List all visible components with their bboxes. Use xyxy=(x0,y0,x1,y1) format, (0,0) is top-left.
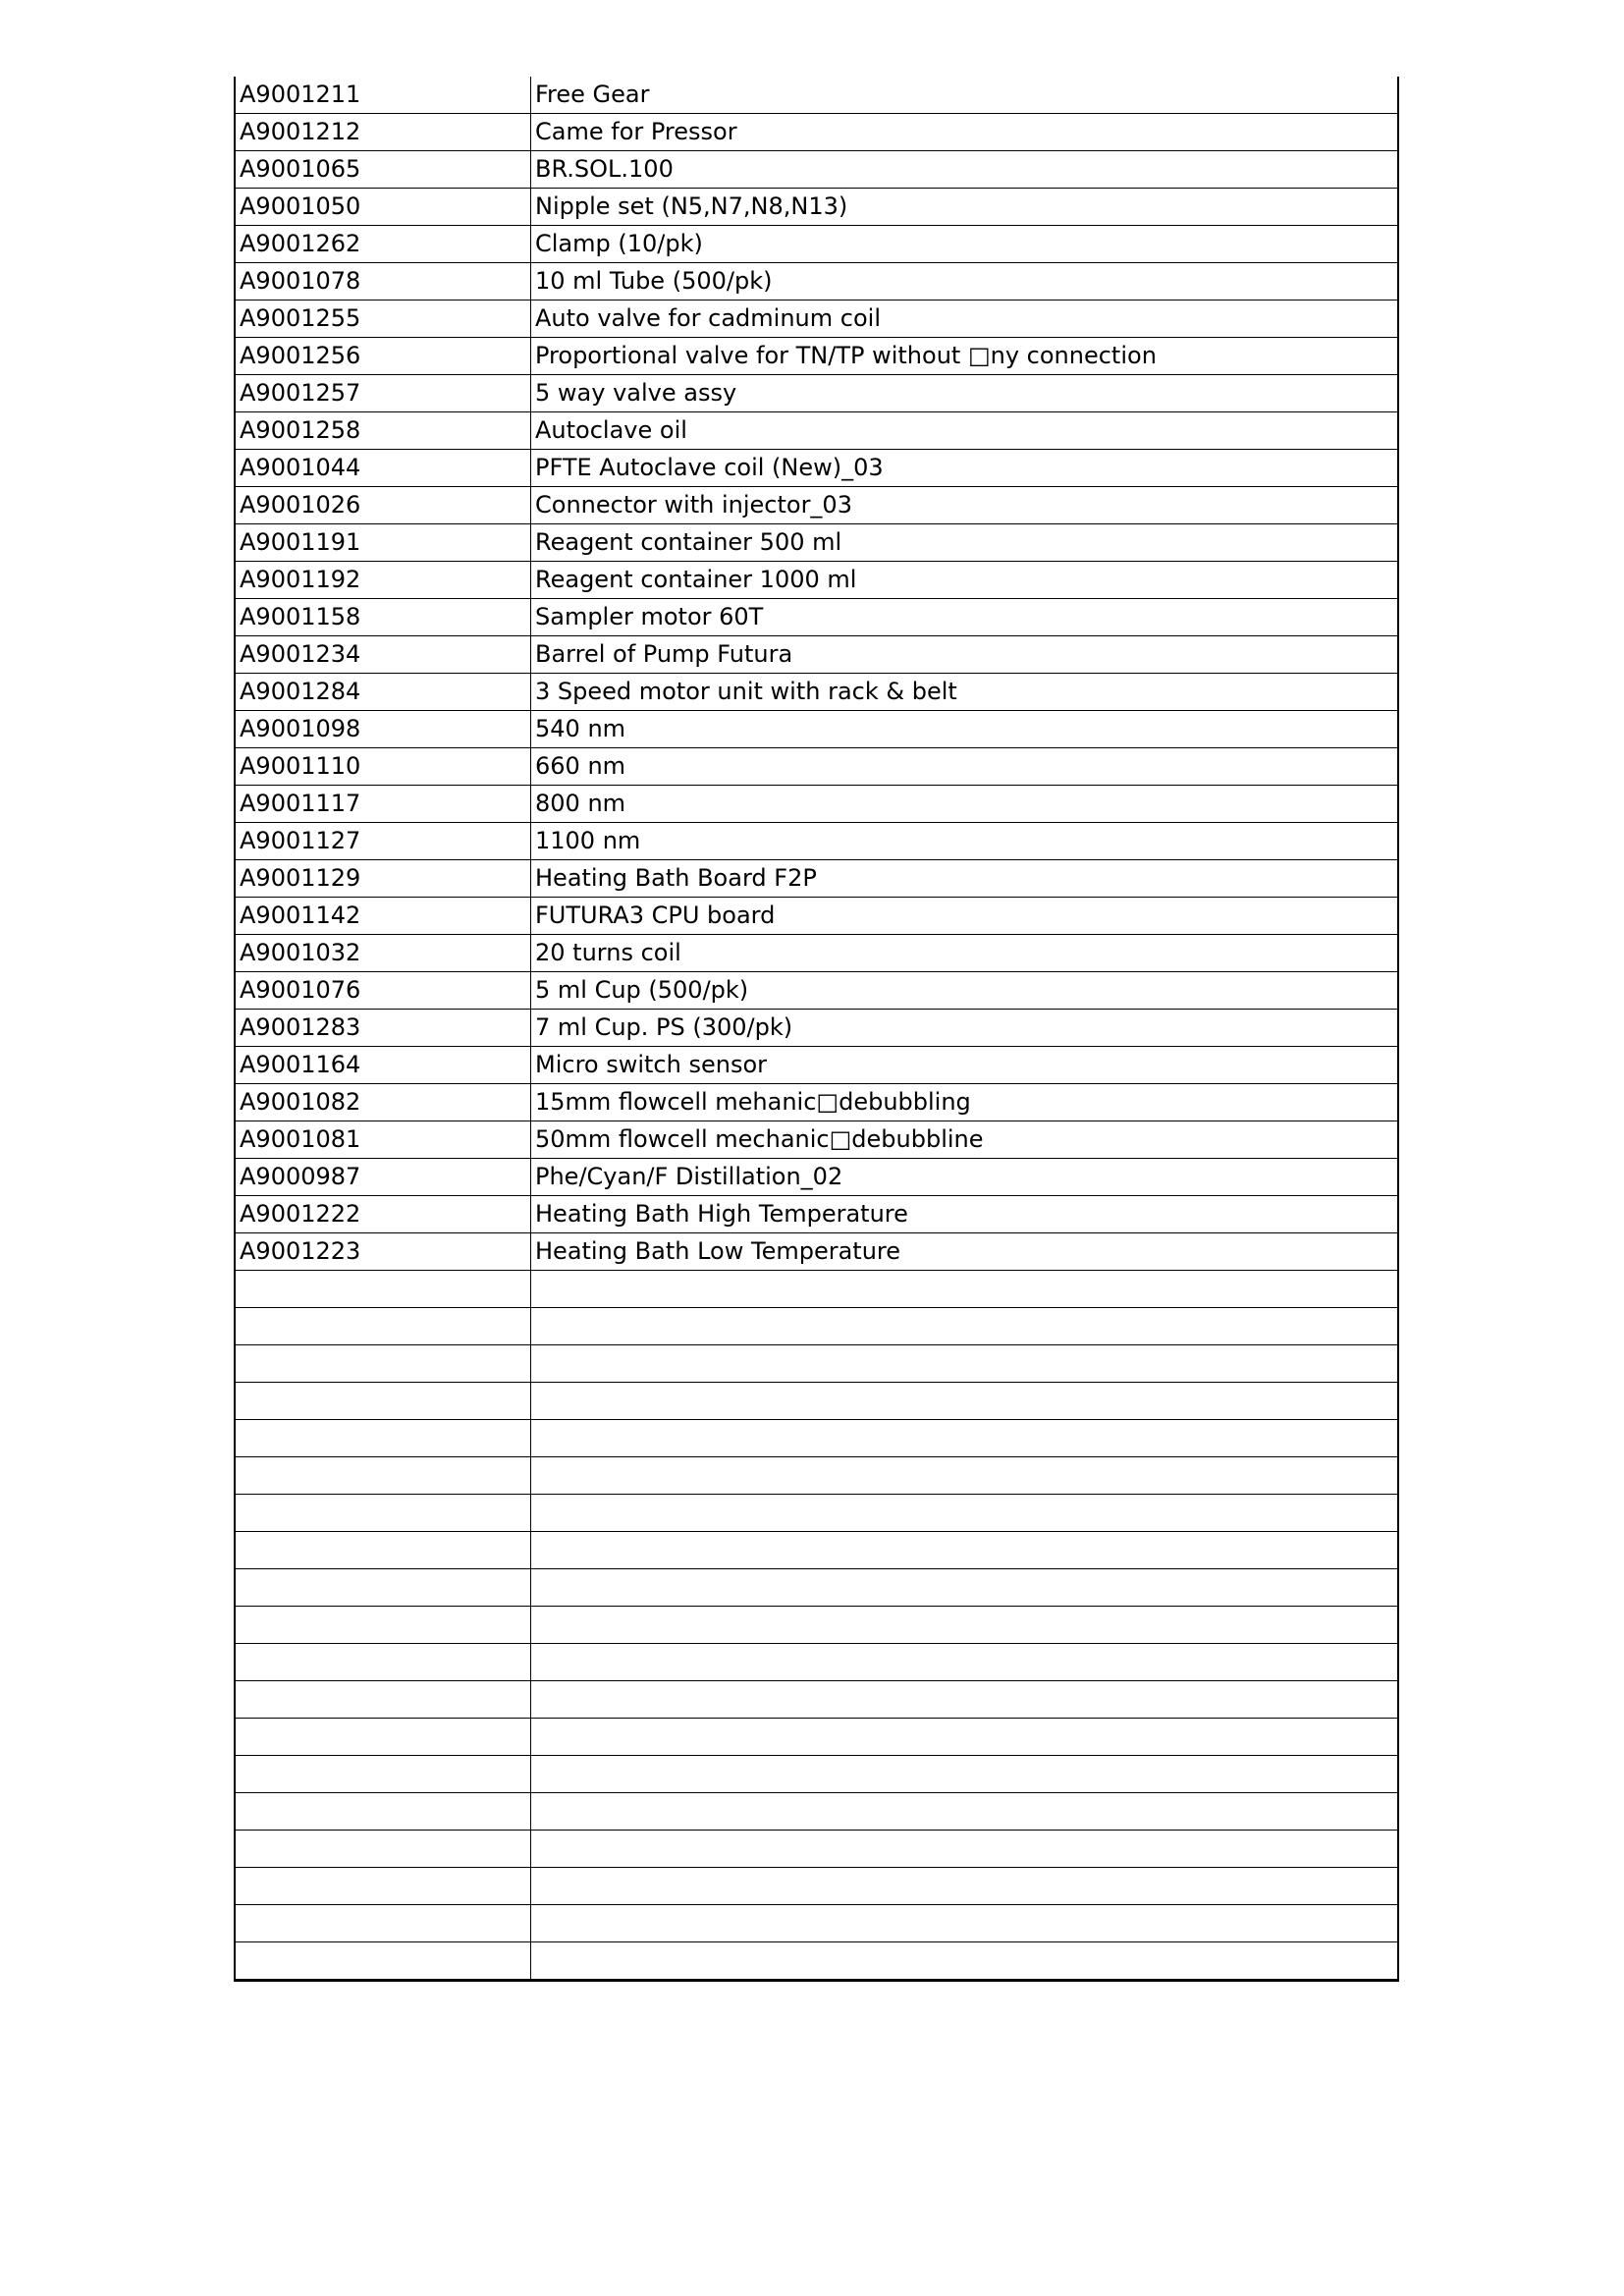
table-row xyxy=(235,1942,1398,1981)
part-code-cell: A9001032 xyxy=(235,935,531,972)
part-code-cell: A9001050 xyxy=(235,189,531,226)
part-description-cell xyxy=(531,1420,1399,1457)
part-description-cell: 800 nm xyxy=(531,786,1399,823)
part-code-cell: A9001262 xyxy=(235,226,531,263)
table-row xyxy=(235,823,1398,860)
part-code-cell: A9001223 xyxy=(235,1233,531,1271)
part-code-cell: A9001026 xyxy=(235,487,531,524)
part-code-cell xyxy=(235,1308,531,1345)
part-description-cell xyxy=(531,1569,1399,1607)
table-row xyxy=(235,226,1398,263)
part-description-cell: 540 nm xyxy=(531,711,1399,748)
part-code-cell: A9001065 xyxy=(235,151,531,189)
part-description-cell: BR.SOL.100 xyxy=(531,151,1399,189)
part-description-cell xyxy=(531,1383,1399,1420)
part-description-cell: 10 ml Tube (500/pk) xyxy=(531,263,1399,301)
part-description-cell: 660 nm xyxy=(531,748,1399,786)
part-description-cell: FUTURA3 CPU board xyxy=(531,898,1399,935)
part-description-cell xyxy=(531,1457,1399,1495)
part-code-cell xyxy=(235,1420,531,1457)
part-description-cell xyxy=(531,1681,1399,1719)
part-code-cell: A9001081 xyxy=(235,1121,531,1159)
part-code-cell xyxy=(235,1756,531,1793)
table-row xyxy=(235,1308,1398,1345)
table-row xyxy=(235,338,1398,375)
table-row xyxy=(235,450,1398,487)
part-description-cell: Auto valve for cadminum coil xyxy=(531,301,1399,338)
part-code-cell: A9001110 xyxy=(235,748,531,786)
part-code-cell xyxy=(235,1942,531,1981)
table-row xyxy=(235,1420,1398,1457)
part-code-cell: A9001098 xyxy=(235,711,531,748)
part-code-cell: A9001234 xyxy=(235,636,531,674)
part-description-cell: 1100 nm xyxy=(531,823,1399,860)
table-row xyxy=(235,1121,1398,1159)
table-row xyxy=(235,860,1398,898)
table-row xyxy=(235,524,1398,562)
table-row xyxy=(235,1644,1398,1681)
part-description-cell: Heating Bath Low Temperature xyxy=(531,1233,1399,1271)
part-code-cell: A9001222 xyxy=(235,1196,531,1233)
part-code-cell: A9001191 xyxy=(235,524,531,562)
table-row xyxy=(235,114,1398,151)
part-code-cell: A9001256 xyxy=(235,338,531,375)
part-code-cell xyxy=(235,1831,531,1868)
part-code-cell: A9001127 xyxy=(235,823,531,860)
table-row xyxy=(235,151,1398,189)
part-code-cell: A9001164 xyxy=(235,1047,531,1084)
table-row xyxy=(235,711,1398,748)
part-code-cell xyxy=(235,1569,531,1607)
table-row xyxy=(235,1719,1398,1756)
part-code-cell: A9001257 xyxy=(235,375,531,412)
table-row xyxy=(235,674,1398,711)
part-description-cell: Reagent container 1000 ml xyxy=(531,562,1399,599)
table-row xyxy=(235,1681,1398,1719)
part-code-cell: A9001255 xyxy=(235,301,531,338)
part-code-cell xyxy=(235,1607,531,1644)
part-description-cell xyxy=(531,1905,1399,1942)
part-description-cell: Connector with injector_03 xyxy=(531,487,1399,524)
part-description-cell xyxy=(531,1719,1399,1756)
table-row xyxy=(235,1756,1398,1793)
table-row xyxy=(235,77,1398,114)
table-row xyxy=(235,1196,1398,1233)
table-row xyxy=(235,1607,1398,1644)
part-code-cell: A9001158 xyxy=(235,599,531,636)
part-code-cell: A9001192 xyxy=(235,562,531,599)
part-description-cell: Heating Bath High Temperature xyxy=(531,1196,1399,1233)
table-row xyxy=(235,412,1398,450)
table-row xyxy=(235,786,1398,823)
table-row xyxy=(235,1159,1398,1196)
table-row xyxy=(235,487,1398,524)
part-description-cell: Autoclave oil xyxy=(531,412,1399,450)
part-code-cell: A9001044 xyxy=(235,450,531,487)
part-description-cell xyxy=(531,1942,1399,1981)
part-description-cell xyxy=(531,1756,1399,1793)
table-row xyxy=(235,1495,1398,1532)
part-description-cell xyxy=(531,1868,1399,1905)
part-code-cell: A9001142 xyxy=(235,898,531,935)
part-code-cell xyxy=(235,1383,531,1420)
part-code-cell: A9001082 xyxy=(235,1084,531,1121)
table-row xyxy=(235,1047,1398,1084)
part-description-cell: Nipple set (N5,N7,N8,N13) xyxy=(531,189,1399,226)
table-row xyxy=(235,935,1398,972)
table-row xyxy=(235,972,1398,1010)
parts-table xyxy=(234,77,1399,1982)
part-description-cell xyxy=(531,1271,1399,1308)
table-row xyxy=(235,1569,1398,1607)
table-row xyxy=(235,1233,1398,1271)
part-code-cell: A9001211 xyxy=(235,77,531,114)
part-code-cell: A9001258 xyxy=(235,412,531,450)
table-row xyxy=(235,1831,1398,1868)
part-description-cell xyxy=(531,1532,1399,1569)
part-description-cell: 50mm flowcell mechanic□debubbline xyxy=(531,1121,1399,1159)
part-code-cell xyxy=(235,1271,531,1308)
parts-sheet xyxy=(234,77,1399,1982)
part-description-cell: 5 way valve assy xyxy=(531,375,1399,412)
part-code-cell: A9000987 xyxy=(235,1159,531,1196)
table-row xyxy=(235,1084,1398,1121)
part-description-cell: Heating Bath Board F2P xyxy=(531,860,1399,898)
table-row xyxy=(235,1345,1398,1383)
table-row xyxy=(235,898,1398,935)
part-code-cell: A9001076 xyxy=(235,972,531,1010)
part-code-cell xyxy=(235,1457,531,1495)
table-row xyxy=(235,1793,1398,1831)
part-description-cell: Came for Pressor xyxy=(531,114,1399,151)
part-description-cell xyxy=(531,1793,1399,1831)
parts-table-body xyxy=(235,77,1398,1981)
part-code-cell xyxy=(235,1793,531,1831)
part-description-cell: PFTE Autoclave coil (New)_03 xyxy=(531,450,1399,487)
table-row xyxy=(235,375,1398,412)
part-description-cell xyxy=(531,1644,1399,1681)
part-code-cell: A9001129 xyxy=(235,860,531,898)
part-description-cell: Clamp (10/pk) xyxy=(531,226,1399,263)
table-row xyxy=(235,599,1398,636)
part-code-cell: A9001283 xyxy=(235,1010,531,1047)
part-code-cell xyxy=(235,1495,531,1532)
part-description-cell: Proportional valve for TN/TP without □ny connection xyxy=(531,338,1399,375)
part-description-cell xyxy=(531,1495,1399,1532)
part-description-cell xyxy=(531,1831,1399,1868)
part-code-cell: A9001078 xyxy=(235,263,531,301)
table-row xyxy=(235,562,1398,599)
part-code-cell xyxy=(235,1719,531,1756)
part-description-cell xyxy=(531,1308,1399,1345)
table-row xyxy=(235,263,1398,301)
part-code-cell xyxy=(235,1644,531,1681)
part-code-cell xyxy=(235,1868,531,1905)
table-row xyxy=(235,1457,1398,1495)
table-row xyxy=(235,1868,1398,1905)
part-description-cell: 15mm flowcell mehanic□debubbling xyxy=(531,1084,1399,1121)
part-code-cell: A9001212 xyxy=(235,114,531,151)
table-row xyxy=(235,1271,1398,1308)
part-code-cell xyxy=(235,1532,531,1569)
part-code-cell xyxy=(235,1681,531,1719)
part-code-cell xyxy=(235,1905,531,1942)
part-description-cell: 3 Speed motor unit with rack & belt xyxy=(531,674,1399,711)
part-code-cell: A9001117 xyxy=(235,786,531,823)
table-row xyxy=(235,636,1398,674)
part-code-cell xyxy=(235,1345,531,1383)
part-description-cell: Free Gear xyxy=(531,77,1399,114)
table-row xyxy=(235,1905,1398,1942)
part-description-cell xyxy=(531,1607,1399,1644)
part-description-cell: Sampler motor 60T xyxy=(531,599,1399,636)
table-row xyxy=(235,1532,1398,1569)
table-row xyxy=(235,301,1398,338)
part-description-cell: Micro switch sensor xyxy=(531,1047,1399,1084)
part-description-cell: Barrel of Pump Futura xyxy=(531,636,1399,674)
table-row xyxy=(235,1383,1398,1420)
table-row xyxy=(235,189,1398,226)
part-description-cell: Phe/Cyan/F Distillation_02 xyxy=(531,1159,1399,1196)
part-description-cell: 20 turns coil xyxy=(531,935,1399,972)
part-description-cell: 5 ml Cup (500/pk) xyxy=(531,972,1399,1010)
table-row xyxy=(235,748,1398,786)
table-row xyxy=(235,1010,1398,1047)
part-description-cell: Reagent container 500 ml xyxy=(531,524,1399,562)
part-code-cell: A9001284 xyxy=(235,674,531,711)
part-description-cell: 7 ml Cup. PS (300/pk) xyxy=(531,1010,1399,1047)
part-description-cell xyxy=(531,1345,1399,1383)
